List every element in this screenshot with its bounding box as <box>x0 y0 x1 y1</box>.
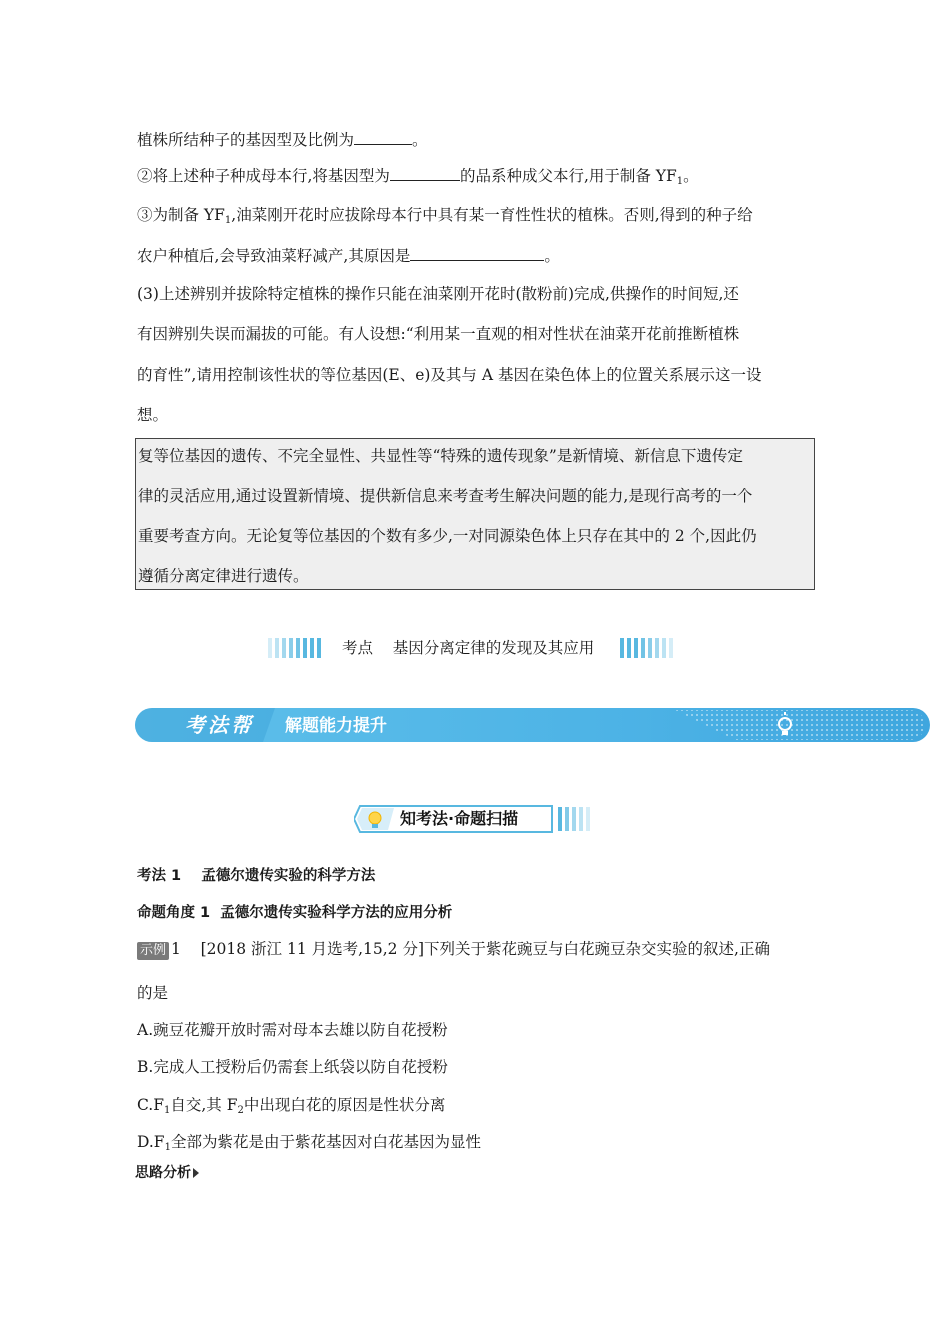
text: 全部为紫花是由于紫花基因对白花基因为显性 <box>170 1133 481 1151</box>
text: ,油菜刚开花时应拔除母本行中具有某一育性性状的植株。否则,得到的种子给 <box>231 206 753 224</box>
question-line: 的育性”,请用控制该性状的等位基因(E、e)及其与 A 基因在染色体上的位置关系展示这一设 <box>137 366 762 384</box>
note-line: 复等位基因的遗传、不完全显性、共显性等“特殊的遗传现象”是新情境、新信息下遗传定 <box>138 447 743 465</box>
section-heading <box>268 636 684 660</box>
note-box <box>135 438 815 590</box>
option-b[interactable]: B.完成人工授粉后仍需套上纸袋以防自花授粉 <box>137 1058 448 1076</box>
angle-label: 命题角度 1 <box>137 905 211 921</box>
text: C.F <box>137 1096 164 1114</box>
text: 自交,其 F <box>170 1096 238 1114</box>
subscript: 2 <box>237 1105 244 1116</box>
left-bars-decoration <box>268 638 321 658</box>
text: 农户种植后,会导致油菜籽减产,其原因是 <box>137 247 411 265</box>
section-label: 考点 <box>342 639 374 657</box>
angle-title: 孟德尔遗传实验科学方法的应用分析 <box>220 905 453 921</box>
question-line <box>137 204 817 229</box>
question-line <box>137 164 817 190</box>
question-line: 有因辨别失误而漏拔的可能。有人设想:“利用某一直观的相对性状在油菜开花前推断植株 <box>137 325 740 343</box>
question-line <box>137 128 817 151</box>
banner-title: 考法帮 <box>185 713 254 737</box>
text: 植株所结种子的基因型及比例为 <box>137 131 355 149</box>
option-c[interactable] <box>137 1094 817 1119</box>
banner-subtitle: 解题能力提升 <box>285 716 387 736</box>
text: 的品系种成父本行,用于制备 YF <box>459 167 677 185</box>
banner-graphic <box>135 708 930 742</box>
answer-blank[interactable] <box>390 164 460 181</box>
question-line: (3)上述辨别并拔除特定植株的操作只能在油菜刚开花时(散粉前)完成,供操作的时间短,还 <box>137 285 739 303</box>
example-number: 1 <box>171 940 181 958</box>
kaofa-label: 考法 1 <box>137 868 182 884</box>
analysis-label: 思路分析 <box>135 1165 191 1181</box>
subscript: 1 <box>224 215 232 226</box>
text: D.F <box>137 1133 165 1151</box>
subscript: 1 <box>164 1105 171 1116</box>
chip-label: 知考法·命题扫描 <box>400 809 519 828</box>
text: 中出现白花的原因是性状分离 <box>243 1096 446 1114</box>
right-bars-decoration <box>620 638 673 658</box>
example-line <box>137 938 817 960</box>
text: 。 <box>683 167 699 185</box>
example-tag: 示例 <box>137 942 169 960</box>
note-line: 重要考查方向。无论复等位基因的个数有多少,一对同源染色体上只存在其中的 2 个,因此仍 <box>138 527 757 545</box>
answer-blank[interactable] <box>354 128 412 145</box>
analysis-heading <box>135 1163 199 1183</box>
question-line: 想。 <box>137 406 169 424</box>
subscript: 1 <box>676 176 684 187</box>
example-line: 的是 <box>137 984 169 1002</box>
option-a[interactable]: A.豌豆花瓣开放时需对母本去雄以防自花授粉 <box>137 1021 448 1039</box>
method-banner <box>135 708 930 742</box>
note-line: 律的灵活应用,通过设置新情境、提供新信息来考查考生解决问题的能力,是现行高考的一个 <box>138 487 753 505</box>
scan-chip <box>354 802 598 836</box>
example-text: [2018 浙江 11 月选考,15,2 分]下列关于紫花豌豆与白花豌豆杂交实验的叙述,正确 <box>200 940 770 958</box>
text: ②将上述种子种成母本行,将基因型为 <box>137 167 390 185</box>
play-arrow-icon <box>193 1168 199 1178</box>
angle-heading <box>137 903 452 923</box>
text: 。 <box>412 131 428 149</box>
option-d[interactable] <box>137 1131 817 1156</box>
section-name: 基因分离定律的发现及其应用 <box>392 639 595 657</box>
subscript: 1 <box>164 1142 171 1153</box>
kaofa-title: 孟德尔遗传实验的科学方法 <box>201 868 376 884</box>
text: 。 <box>544 247 560 265</box>
answer-blank[interactable] <box>410 244 544 261</box>
text: ③为制备 YF <box>137 206 225 224</box>
section-title <box>342 636 594 660</box>
kaofa-heading <box>137 866 375 886</box>
note-line: 遵循分离定律进行遗传。 <box>138 567 309 585</box>
question-line <box>137 244 817 267</box>
